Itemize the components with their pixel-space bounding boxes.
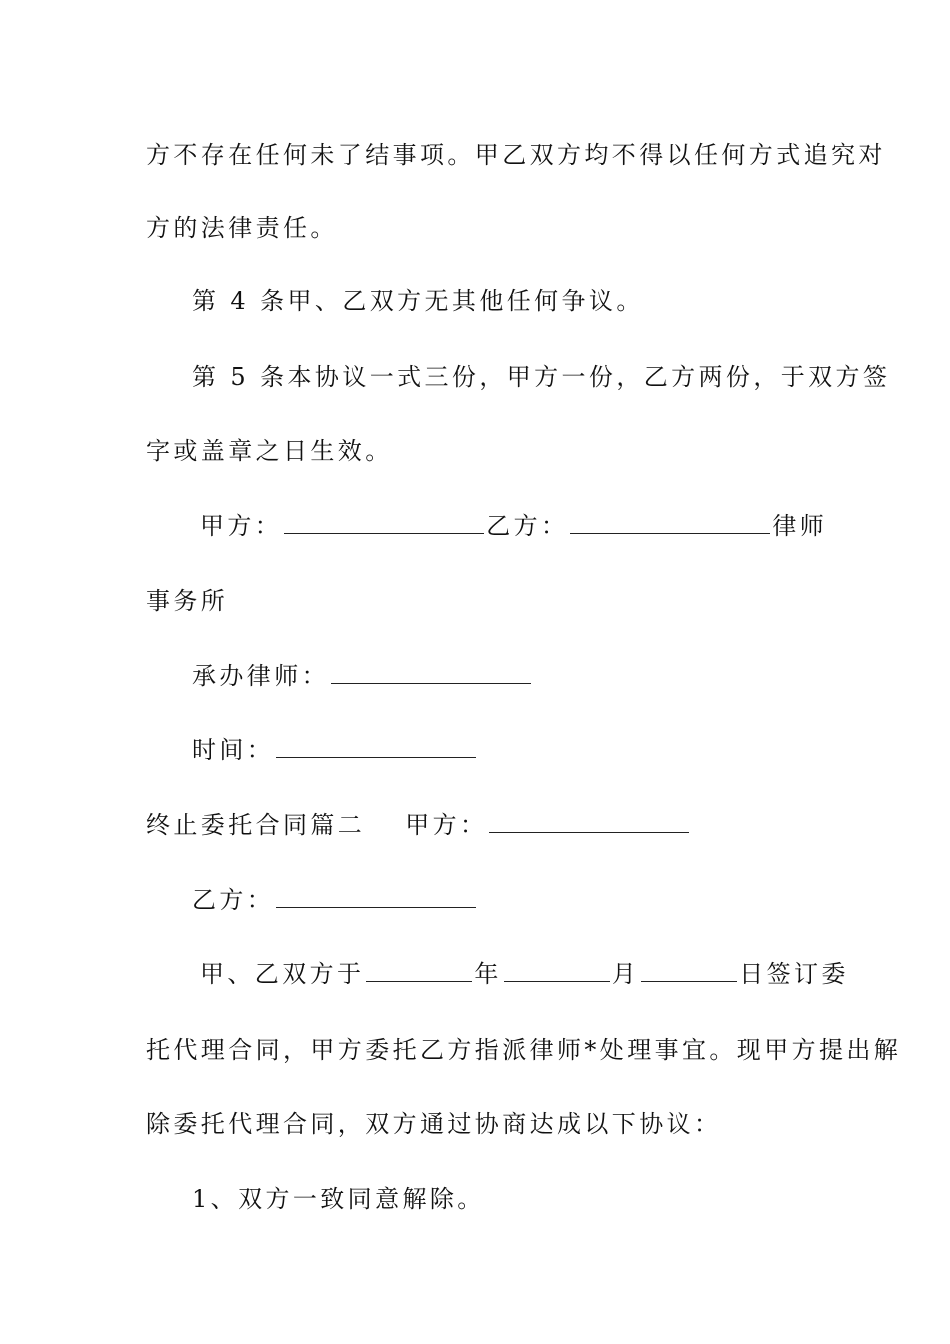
party-b-label: 乙方：: [486, 512, 569, 540]
law-firm-label: 律师: [772, 512, 828, 540]
date-intro: 甲、乙双方于: [200, 960, 365, 988]
year-blank: [366, 959, 472, 982]
date-tail: 日签订委: [739, 960, 849, 988]
paragraph-line: 事务所: [146, 587, 229, 615]
lawyer-line: [192, 661, 533, 691]
month-blank: [504, 959, 610, 982]
section-heading-line: [146, 810, 691, 840]
party-a-label-2: 甲方：: [405, 811, 488, 839]
paragraph-line: 字或盖章之日生效。: [146, 437, 393, 465]
article-5: 第 5 条本协议一式三份，甲方一份，乙方两份，于双方签: [192, 363, 891, 391]
paragraph-line: 托代理合同，甲方委托乙方指派律师*处理事宜。现甲方提出解: [146, 1036, 902, 1064]
month-label: 月: [611, 960, 640, 988]
party-b-label-2: 乙方：: [192, 886, 275, 914]
section-title: 终止委托合同篇二: [146, 811, 366, 839]
year-label: 年: [474, 960, 502, 988]
time-line: [192, 735, 478, 765]
time-label: 时间：: [192, 736, 275, 764]
time-blank: [276, 735, 476, 758]
party-b-blank-2: [276, 885, 476, 908]
lawyer-label: 承办律师：: [192, 662, 329, 690]
paragraph-line: 方的法律责任。: [146, 214, 338, 242]
party-a-label: 甲方：: [200, 512, 283, 540]
paragraph-line: 方不存在任何未了结事项。甲乙双方均不得以任何方式追究对: [146, 141, 886, 169]
paragraph-line: 除委托代理合同，双方通过协商达成以下协议：: [146, 1110, 722, 1138]
day-blank: [641, 959, 737, 982]
signature-line-parties: [200, 511, 827, 541]
party-b-blank: [570, 511, 770, 534]
list-item: 1、双方一致同意解除。: [192, 1185, 485, 1213]
lawyer-blank: [331, 661, 531, 684]
article-4: 第 4 条甲、乙双方无其他任何争议。: [192, 287, 644, 315]
party-a-blank-2: [489, 810, 689, 833]
party-b-line: [192, 885, 478, 915]
date-line: [200, 959, 849, 989]
party-a-blank: [284, 511, 484, 534]
